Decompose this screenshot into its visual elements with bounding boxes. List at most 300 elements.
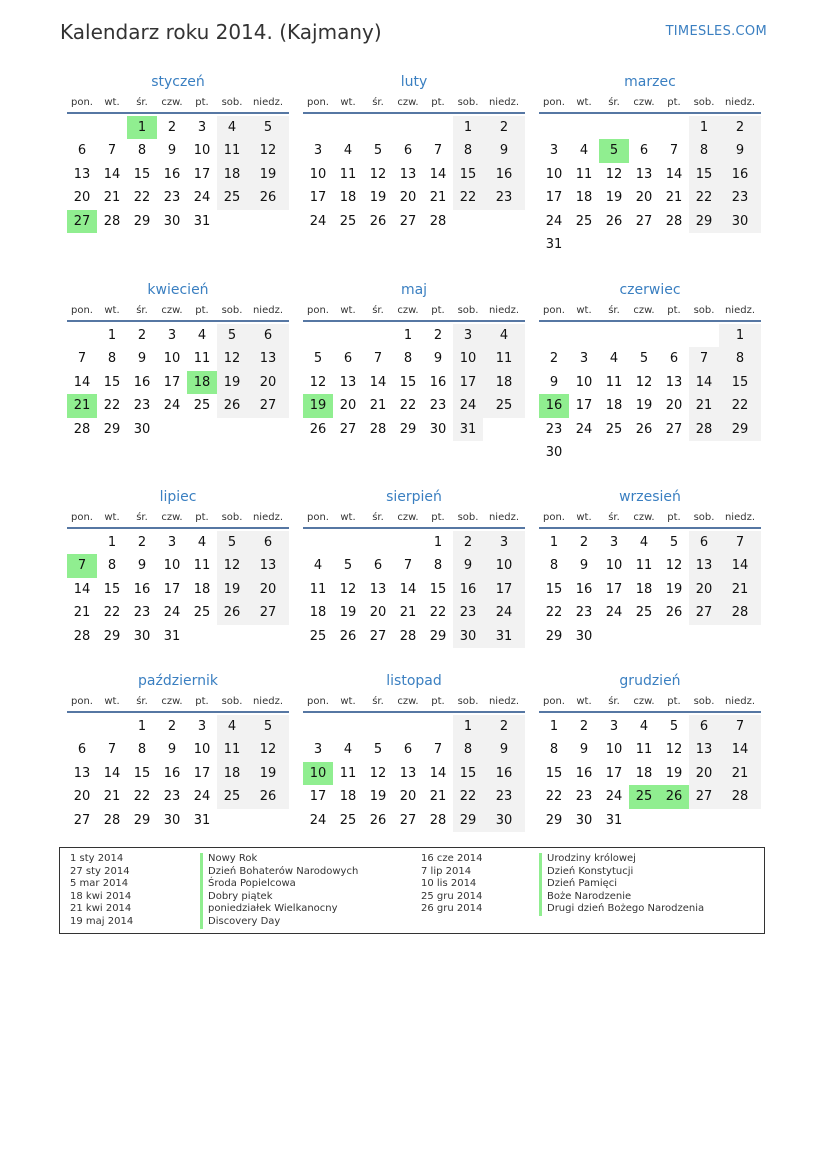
weekday-header [67,695,289,713]
day-cell: 21 [73,605,91,621]
empty-day-cell [247,625,289,648]
day-cell: 18 [339,190,357,206]
day-cell: 10 [605,742,623,758]
weekday-header [67,511,289,529]
site-logo-link[interactable]: TIMESLES.COM [665,24,767,39]
day-cell: 26 [247,785,289,808]
weekday-header [67,304,289,322]
day-cell: 9 [137,351,147,367]
month-7 [67,487,289,648]
day-cell: 4 [639,535,649,550]
day-cell: 27 [247,394,289,417]
day-cell: 12 [635,374,653,390]
legend-date: 19 maj 2014 [70,915,134,927]
day-cell: 3 [549,143,559,159]
day-cell: 26 [247,186,289,209]
day-cell: 2 [719,116,761,139]
empty-day-cell [659,625,689,648]
day-cell: 11 [339,765,357,781]
week-row [539,625,761,648]
day-cell: 31 [163,628,181,644]
empty-day-cell [689,324,719,347]
legend-date: 10 lis 2014 [421,878,477,890]
day-cell: 13 [73,765,91,781]
day-cell: 25 [483,394,525,417]
empty-day-cell [247,210,289,233]
day-cell: 20 [635,190,653,206]
day-cell: 10 [309,166,327,182]
day-cell: 30 [133,628,151,644]
day-cell: 20 [399,789,417,805]
day-grid [539,531,761,648]
empty-day-cell [689,625,719,648]
day-cell: 1 [403,328,413,343]
month-10 [67,671,289,832]
week-row [539,715,761,738]
day-cell: 20 [247,371,289,394]
week-row [539,762,761,785]
day-cell: 25 [193,605,211,621]
weekday-label: śr. [608,512,620,523]
week-row [303,116,525,139]
day-cell: 27 [247,601,289,624]
month-name: lipiec [159,489,197,505]
day-cell: 8 [137,143,147,159]
day-cell: 24 [575,421,593,437]
empty-day-cell [333,531,363,554]
empty-day-cell [423,715,453,738]
empty-day-cell [363,531,393,554]
empty-day-cell [217,210,247,233]
empty-day-cell [67,324,97,347]
day-cell: 28 [665,213,683,229]
day-cell: 29 [429,628,447,644]
holiday-day-cell: 10 [303,762,333,785]
empty-day-cell [599,441,629,464]
weekday-label: wt. [576,97,592,108]
weekday-label: wt. [340,305,356,316]
week-row [67,578,289,601]
day-cell: 19 [369,190,387,206]
month-11 [303,671,525,832]
empty-day-cell [629,809,659,832]
empty-day-cell [629,233,659,256]
day-grid [539,324,761,464]
empty-day-cell [393,531,423,554]
day-cell: 27 [399,213,417,229]
month-name: luty [400,74,428,90]
day-cell: 3 [313,742,323,758]
day-cell: 5 [373,742,383,758]
empty-day-cell [629,441,659,464]
week-row [67,601,289,624]
day-cell: 7 [433,143,443,159]
day-cell: 8 [403,351,413,367]
day-cell: 17 [193,765,211,781]
weekday-label: wt. [104,696,120,707]
month-name: maj [400,282,428,298]
weekday-label: niedz. [488,512,520,523]
day-cell: 30 [575,812,593,828]
day-cell: 28 [103,812,121,828]
week-row [539,163,761,186]
day-cell: 1 [453,116,483,139]
weekday-label: pon. [307,696,329,707]
day-cell: 29 [133,213,151,229]
day-cell: 21 [689,394,719,417]
legend-holiday-name: Urodziny królowej [539,853,704,866]
week-row [67,809,289,832]
week-row [303,601,525,624]
day-cell: 22 [429,605,447,621]
weekday-label: sob. [693,696,715,707]
day-cell: 22 [545,789,563,805]
day-cell: 29 [103,628,121,644]
day-cell: 16 [133,581,151,597]
empty-day-cell [393,715,423,738]
weekday-label: czw. [633,696,655,707]
day-cell: 21 [429,789,447,805]
day-cell: 31 [605,812,623,828]
empty-day-cell [217,625,247,648]
day-cell: 7 [373,351,383,367]
weekday-label: śr. [136,696,148,707]
legend-holiday-name: Dobry piątek [200,891,358,904]
holiday-day-cell: 26 [659,785,689,808]
day-cell: 12 [665,742,683,758]
day-cell: 9 [167,742,177,758]
weekday-header [67,96,289,114]
empty-day-cell [303,531,333,554]
empty-day-cell [217,809,247,832]
empty-day-cell [659,324,689,347]
day-cell: 27 [339,421,357,437]
day-cell: 2 [579,535,589,550]
week-row [303,139,525,162]
week-row [67,738,289,761]
day-cell: 19 [339,605,357,621]
day-cell: 25 [193,398,211,414]
weekday-label: pon. [71,696,93,707]
day-cell: 5 [639,351,649,367]
day-cell: 14 [719,738,761,761]
empty-day-cell [719,625,761,648]
weekday-label: pon. [307,97,329,108]
empty-day-cell [453,210,483,233]
day-cell: 21 [665,190,683,206]
weekday-label: czw. [633,305,655,316]
empty-day-cell [539,116,569,139]
day-cell: 3 [313,143,323,159]
week-row [303,762,525,785]
empty-day-cell [247,809,289,832]
week-row [67,116,289,139]
day-cell: 27 [73,812,91,828]
week-row [67,625,289,648]
day-cell: 12 [247,738,289,761]
empty-day-cell [719,441,761,464]
empty-day-cell [569,441,599,464]
weekday-label: sob. [693,305,715,316]
day-cell: 30 [133,421,151,437]
day-cell: 22 [689,186,719,209]
weekday-label: wt. [104,305,120,316]
day-cell: 20 [689,762,719,785]
weekday-label: pt. [431,696,445,707]
day-cell: 6 [247,531,289,554]
day-cell: 20 [73,190,91,206]
day-cell: 14 [665,166,683,182]
day-cell: 28 [103,213,121,229]
empty-day-cell [97,715,127,738]
day-cell: 9 [167,143,177,159]
empty-day-cell [187,625,217,648]
weekday-label: niedz. [252,97,284,108]
weekday-label: pt. [195,512,209,523]
month-8 [303,487,525,648]
day-cell: 3 [167,535,177,550]
empty-day-cell [539,324,569,347]
day-cell: 15 [133,166,151,182]
weekday-label: sob. [457,696,479,707]
day-grid [539,715,761,832]
day-cell: 23 [163,789,181,805]
weekday-label: pt. [667,512,681,523]
day-cell: 3 [453,324,483,347]
day-cell: 3 [609,719,619,734]
day-cell: 9 [579,558,589,574]
day-cell: 20 [247,578,289,601]
day-cell: 6 [343,351,353,367]
day-cell: 2 [137,328,147,343]
day-cell: 19 [665,765,683,781]
empty-day-cell [483,418,525,441]
legend-date: 5 mar 2014 [70,878,129,890]
week-row [67,715,289,738]
day-cell: 11 [635,558,653,574]
day-cell: 11 [193,351,211,367]
day-cell: 1 [433,535,443,550]
day-cell: 13 [689,554,719,577]
day-cell: 1 [137,719,147,734]
day-cell: 28 [429,812,447,828]
day-cell: 4 [579,143,589,159]
day-cell: 20 [399,190,417,206]
day-cell: 16 [163,166,181,182]
weekday-label: śr. [608,305,620,316]
day-cell: 16 [453,578,483,601]
day-cell: 25 [217,785,247,808]
day-cell: 4 [197,328,207,343]
day-cell: 8 [137,742,147,758]
day-cell: 21 [103,789,121,805]
day-grid [303,116,525,233]
legend-holiday-name: Nowy Rok [200,853,358,866]
week-row [539,186,761,209]
day-cell: 11 [217,738,247,761]
day-cell: 17 [483,578,525,601]
empty-day-cell [569,324,599,347]
weekday-header [539,96,761,114]
weekday-label: czw. [161,97,183,108]
day-cell: 23 [575,789,593,805]
day-cell: 13 [399,166,417,182]
weekday-label: niedz. [724,696,756,707]
day-cell: 30 [429,421,447,437]
day-cell: 17 [453,371,483,394]
day-cell: 27 [665,421,683,437]
day-cell: 11 [575,166,593,182]
month-name: kwiecień [147,282,209,298]
day-cell: 2 [483,715,525,738]
day-cell: 11 [483,347,525,370]
day-cell: 18 [483,371,525,394]
weekday-label: sob. [221,97,243,108]
legend-holiday-name: Drugi dzień Bożego Narodzenia [539,903,704,916]
day-cell: 22 [545,605,563,621]
day-cell: 26 [635,421,653,437]
day-cell: 21 [399,605,417,621]
weekday-label: czw. [161,512,183,523]
day-cell: 25 [339,213,357,229]
day-cell: 20 [689,578,719,601]
day-cell: 29 [399,421,417,437]
day-cell: 3 [483,531,525,554]
weekday-label: sob. [457,97,479,108]
day-cell: 5 [247,116,289,139]
day-cell: 21 [429,190,447,206]
day-cell: 17 [605,581,623,597]
day-cell: 16 [429,374,447,390]
weekday-label: niedz. [252,696,284,707]
weekday-label: pon. [543,305,565,316]
month-name: marzec [624,74,676,90]
day-cell: 8 [453,738,483,761]
day-cell: 18 [217,163,247,186]
week-row [539,578,761,601]
weekday-label: pt. [195,97,209,108]
day-cell: 20 [339,398,357,414]
weekday-label: pon. [543,512,565,523]
day-cell: 14 [73,581,91,597]
weekday-label: niedz. [724,305,756,316]
empty-day-cell [569,116,599,139]
day-cell: 12 [217,554,247,577]
day-cell: 9 [579,742,589,758]
day-cell: 5 [373,143,383,159]
day-cell: 13 [399,765,417,781]
legend-holiday-name: Dzień Bohaterów Narodowych [200,866,358,879]
weekday-header [303,695,525,713]
weekday-label: sob. [221,512,243,523]
week-row [303,715,525,738]
day-cell: 19 [369,789,387,805]
day-cell: 9 [719,139,761,162]
weekday-label: pt. [431,97,445,108]
day-cell: 23 [163,190,181,206]
day-cell: 13 [339,374,357,390]
day-cell: 10 [163,351,181,367]
day-cell: 24 [483,601,525,624]
week-row [539,785,761,808]
day-cell: 2 [483,116,525,139]
day-cell: 3 [609,535,619,550]
day-cell: 7 [719,531,761,554]
day-cell: 26 [217,394,247,417]
day-cell: 19 [665,581,683,597]
week-row [67,324,289,347]
holiday-day-cell: 19 [303,394,333,417]
day-cell: 27 [635,213,653,229]
day-cell: 13 [247,554,289,577]
day-cell: 31 [193,213,211,229]
empty-day-cell [483,210,525,233]
day-cell: 25 [217,186,247,209]
day-cell: 24 [163,398,181,414]
weekday-label: niedz. [252,305,284,316]
weekday-label: pt. [667,305,681,316]
holiday-legend [59,847,765,934]
week-row [539,347,761,370]
day-cell: 18 [193,581,211,597]
day-cell: 7 [433,742,443,758]
empty-day-cell [629,116,659,139]
day-cell: 8 [549,558,559,574]
legend-dates-right [421,853,482,916]
day-cell: 16 [719,163,761,186]
week-row [303,531,525,554]
weekday-label: czw. [633,512,655,523]
day-cell: 3 [197,719,207,734]
day-cell: 17 [163,581,181,597]
day-cell: 9 [549,374,559,390]
day-cell: 30 [719,210,761,233]
day-cell: 28 [719,785,761,808]
weekday-label: wt. [104,97,120,108]
day-cell: 6 [689,715,719,738]
week-row [303,578,525,601]
weekday-label: czw. [397,512,419,523]
day-cell: 13 [247,347,289,370]
week-row [67,186,289,209]
weekday-header [303,511,525,529]
day-cell: 24 [309,213,327,229]
weekday-label: śr. [136,512,148,523]
day-cell: 7 [403,558,413,574]
day-cell: 17 [309,190,327,206]
weekday-label: sob. [457,512,479,523]
day-cell: 25 [339,812,357,828]
weekday-label: pt. [431,305,445,316]
day-cell: 7 [107,742,117,758]
empty-day-cell [97,116,127,139]
day-cell: 1 [107,535,117,550]
legend-holiday-name: poniedziałek Wielkanocny [200,903,358,916]
holiday-day-cell: 1 [127,116,157,139]
day-cell: 15 [429,581,447,597]
day-grid [303,531,525,648]
empty-day-cell [599,116,629,139]
day-cell: 9 [433,351,443,367]
day-cell: 21 [369,398,387,414]
day-cell: 25 [309,628,327,644]
weekday-label: niedz. [488,97,520,108]
empty-day-cell [689,809,719,832]
day-grid [303,715,525,832]
day-cell: 29 [453,809,483,832]
month-9 [539,487,761,648]
legend-date: 26 gru 2014 [421,903,483,915]
